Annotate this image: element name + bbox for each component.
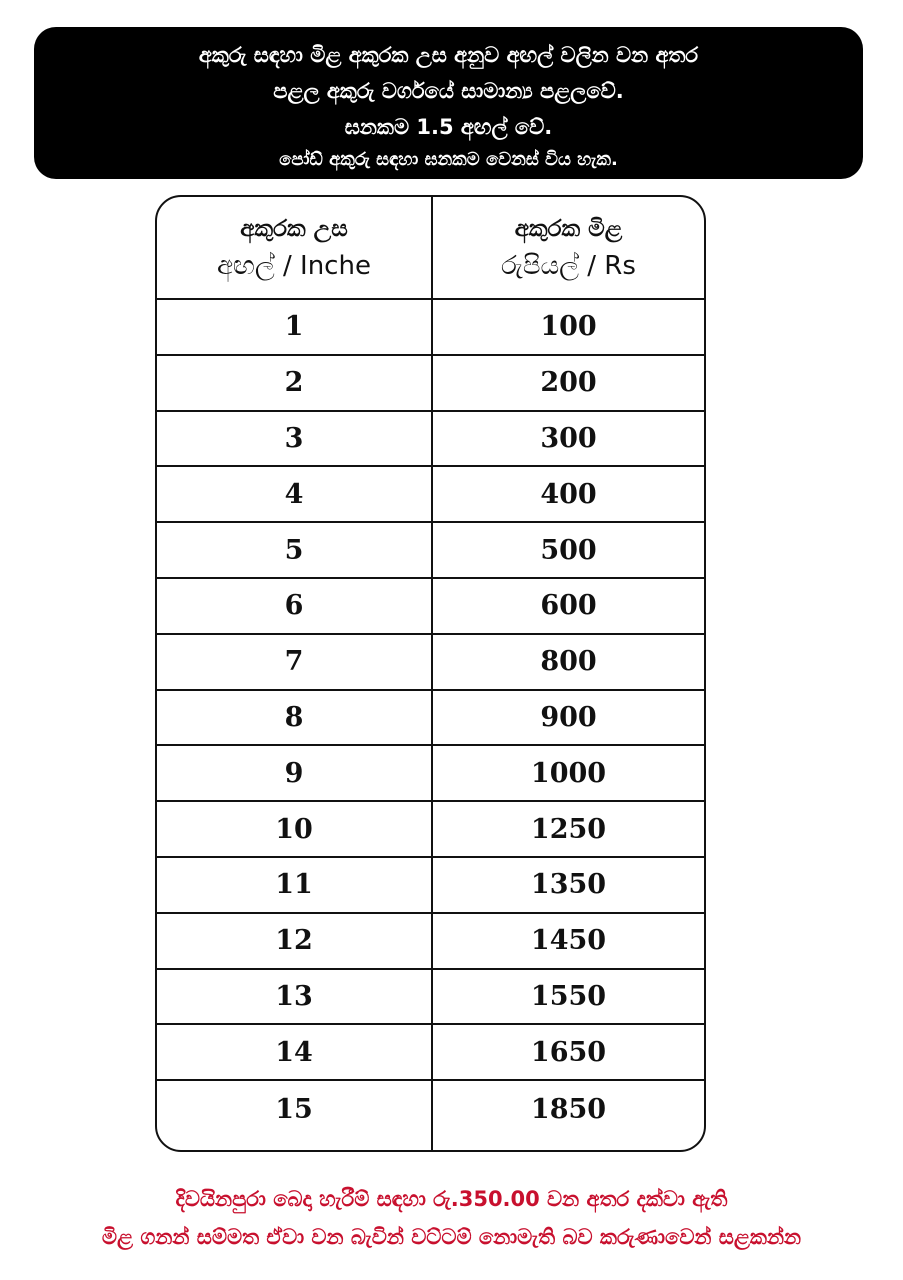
price-cell: 900	[540, 701, 597, 733]
height-cell: 8	[284, 701, 304, 733]
table-row	[157, 858, 704, 914]
table-row	[157, 802, 704, 858]
delivery-note-line-2: මිළ ගනන් සම්මත ඒවා වන බැවින් වට්ටම් නොමැති බව කරුණාවෙන් සළකන්න	[101, 1225, 802, 1249]
height-cell: 6	[284, 590, 304, 622]
price-cell: 300	[540, 422, 597, 454]
banner-line-1: අකුරු සඳහා මිළ අකුරක උස අනුව අඟල් වලින වන අතර	[198, 43, 699, 67]
height-cell: 13	[275, 980, 313, 1012]
table-row	[157, 1081, 704, 1137]
table-row	[157, 300, 704, 356]
price-cell: 800	[540, 646, 597, 678]
table-body	[157, 300, 704, 1137]
header-price-label: අකුරක මිළ	[514, 216, 623, 242]
table-row	[157, 579, 704, 635]
height-cell: 12	[275, 925, 313, 957]
table-row	[157, 356, 704, 412]
price-cell: 1350	[530, 869, 607, 901]
price-cell: 600	[540, 590, 597, 622]
height-cell: 10	[275, 813, 313, 845]
table-row	[157, 635, 704, 691]
table-row	[157, 523, 704, 579]
price-table	[155, 195, 706, 1152]
price-cell: 100	[540, 311, 597, 343]
table-row	[157, 746, 704, 802]
table-header	[157, 197, 704, 300]
height-cell: 5	[284, 534, 304, 566]
height-cell: 3	[284, 422, 304, 454]
price-cell: 500	[540, 534, 597, 566]
table-row	[157, 1025, 704, 1081]
height-cell: 7	[284, 646, 304, 678]
header-height-column	[157, 211, 431, 285]
header-height-unit: අඟල් / Inche	[217, 251, 371, 281]
height-cell: 2	[284, 367, 304, 399]
height-cell: 14	[275, 1036, 313, 1068]
header-height-label: අකුරක උස	[240, 216, 348, 242]
delivery-note	[0, 1180, 903, 1256]
table-row	[157, 412, 704, 468]
price-cell: 400	[540, 478, 597, 510]
banner-line-2: පළල අකුරු වර්ගයේ සාමාන්‍ය පළලවේ.	[273, 79, 624, 103]
height-cell: 11	[275, 869, 313, 901]
price-cell: 200	[540, 367, 597, 399]
price-cell: 1550	[530, 980, 607, 1012]
header-price-unit: රුපියල් / Rs	[501, 251, 636, 281]
price-cell: 1250	[530, 813, 607, 845]
price-cell: 1000	[530, 757, 607, 789]
price-cell: 1450	[530, 925, 607, 957]
table-row	[157, 914, 704, 970]
height-cell: 4	[284, 478, 304, 510]
height-cell: 9	[284, 757, 304, 789]
table-row	[157, 467, 704, 523]
table-row	[157, 970, 704, 1026]
price-cell: 1850	[530, 1093, 607, 1125]
height-cell: 15	[275, 1093, 313, 1125]
banner-line-3: ඝනකම 1.5 අඟල් වේ.	[344, 115, 553, 139]
delivery-note-line-1: දිවයිනපුරා බෙදා හැරීම් සඳහා රු.350.00 වන අතර දක්වා ඇති	[175, 1187, 728, 1211]
header-price-column	[433, 211, 704, 285]
notice-banner	[34, 27, 863, 179]
price-cell: 1650	[530, 1036, 607, 1068]
height-cell: 1	[284, 311, 304, 343]
table-row	[157, 691, 704, 747]
banner-line-4: පෝඩ් අකුරු සඳහා ඝනකම වෙනස් විය හැක.	[279, 149, 618, 170]
